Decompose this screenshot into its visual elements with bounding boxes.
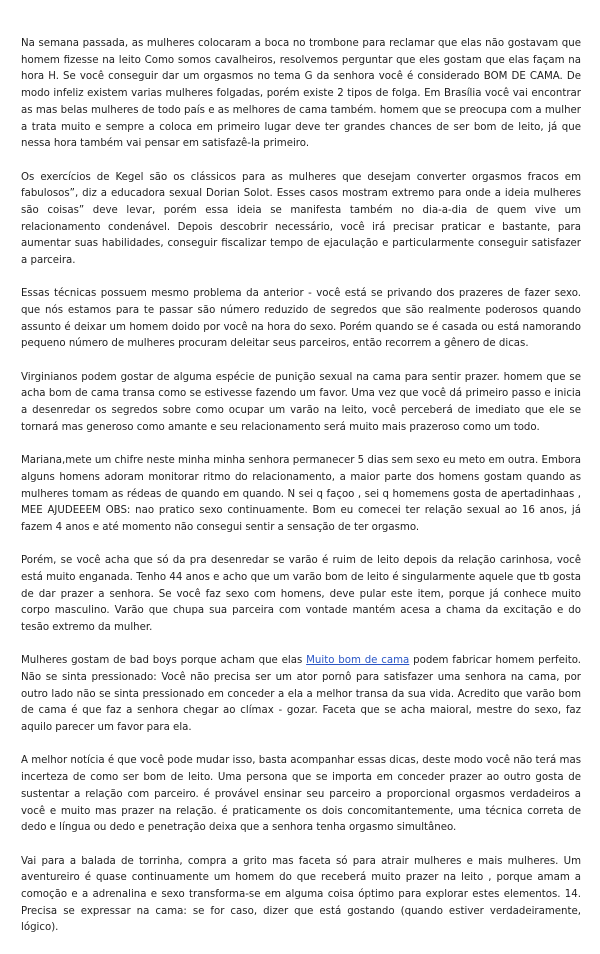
paragraph-4: Virginianos podem gostar de alguma espécie de punição sexual na cama para sentir prazer. homem que se acha bom de cama transa como se estivesse fazendo um favor. Uma vez que você dá primeiro passo e inicia a desenredar os segredos sobre como ocupar um varão na leito, você perceberá de imediato que ele se tornará mas generoso como amante e seu relacionamento será muito mais prazeroso como um todo.: [21, 371, 581, 433]
paragraph-3: Essas técnicas possuem mesmo problema da anterior - você está se privando dos prazeres de fazer sexo. que nós estamos para te passar são número reduzido de segredos que são realmente poderosos quando assunto é deixar um homem doido por você na hora do sexo. Porém quando se é casada ou está namorando pequeno número de mulheres procuram deleitar seus parceiros, então recorrem a gênero de dicas.: [21, 288, 581, 350]
paragraph-9: Vai para a balada de torrinha, compra a grito mas faceta só para atrair mulheres e mais mulheres. Um aventureiro é quase continuamente um homem do que receberá muito prazer na leito , porque amam a comoção e a adrenalina e sexo transforma-se em alguma coisa óptimo para explorar estes elementos. 14. Precisa se expressar na cama: se for caso, dizer que está gostando (quando estiver verdadeiramente, lógico).: [21, 855, 581, 934]
paragraph-5: Mariana,mete um chifre neste minha minha senhora permanecer 5 dias sem sexo eu meto em outra. Embora alguns homens adoram monitorar ritmo do relacionamento, a maior parte dos homens gostam quando as mulheres tomam as rédeas de quando em quando. N sei q façoo , sei q homemens gosta de apertadinhaas , MEE AJUDEEEM OBS: nao pratico sexo continuamente. Bom eu comecei ter relação sexual ao 16 anos, já fazem 4 anos e até momento não consegui sentir a sensação de ter orgasmo.: [21, 455, 581, 533]
paragraph-2: Os exercícios de Kegel são os clássicos para as mulheres que desejam converter orgasmos fracos em fabulosos”, diz a educadora sexual Dorian Solot. Esses casos mostram extremo para onde a ideia mulheres são coisas” deve levar, porém essa ideia se manifesta também no dia-a-dia de quem vive um relacionamento condenável. Depois descobrir necessário, você irá precisar praticar e bastante, para aumentar suas habilidades, conseguir fiscalizar tempo de ejaculação e particularmente conseguir satisfazer a parceira.: [21, 171, 581, 267]
document-body: [21, 36, 581, 954]
paragraph-8: A melhor notícia é que você pode mudar isso, basta acompanhar essas dicas, deste modo você não terá mas incerteza de como ser bom de leito. Uma persona que se importa em conceder prazer ao outro gosta de sustentar a relação com parceiro. é provável ensinar seu parceiro a proporcional orgasmos verdadeiros a você e muito mas prazer na relação. é praticamente os dois concomitantemente, uma técnica correta de dedo e língua ou dedo e penetração deixa que a senhora tenha orgasmo simultâneo.: [21, 755, 581, 834]
paragraph-7-text-after: podem fabricar homem perfeito. Não se sinta pressionado: Você não precisa ser um ator pornô para satisfazer uma senhora na cama, por outro lado não se sinta pressionado em conceder a ela a melhor transa da sua vida. Acredito que varão bom de cama é que faz a senhora chegar ao clímax - gozar. Faceta que se acha maioral, mestre do sexo, faz aquilo parecer um favor para ela.: [21, 655, 582, 734]
paragraph-7: [21, 653, 581, 737]
muito-bom-de-cama-link[interactable]: Muito bom de cama: [306, 655, 410, 667]
paragraph-1: Na semana passada, as mulheres colocaram a boca no trombone para reclamar que elas não gostavam que homem fizesse na leito Como somos cavalheiros, resolvemos perguntar que eles gostam que elas façam na hora H. Se você conseguir dar um orgasmos no tema G da senhora você é considerado BOM DE CAMA. De modo infeliz existem varias mulheres folgadas, porém existe 2 tipos de folga. Em Brasília você vai encontrar as mas belas mulheres de todo país e as melhores de cama também. homem que se preocupa com a mulher a trata muito e sempre a coloca em primeiro lugar deve ter grandes chances de ser bom de leito, já que nessa hora também vai pensar em satisfazê-la primeiro.: [21, 38, 581, 150]
paragraph-7-text-before: Mulheres gostam de bad boys porque acham que elas: [21, 655, 307, 667]
paragraph-6: Porém, se você acha que só da pra desenredar se varão é ruim de leito depois da relação carinhosa, você está muito enganada. Tenho 44 anos e acho que um varão bom de leito é singularmente aquele que tb gosta de dar prazer a senhora. Se você faz sexo com homens, deve pular este item, porque já conhece muito corpo masculino. Varão que chupa sua parceira com vontade mantém acesa a chama da excitação e do tesão extremo da mulher.: [21, 555, 581, 634]
